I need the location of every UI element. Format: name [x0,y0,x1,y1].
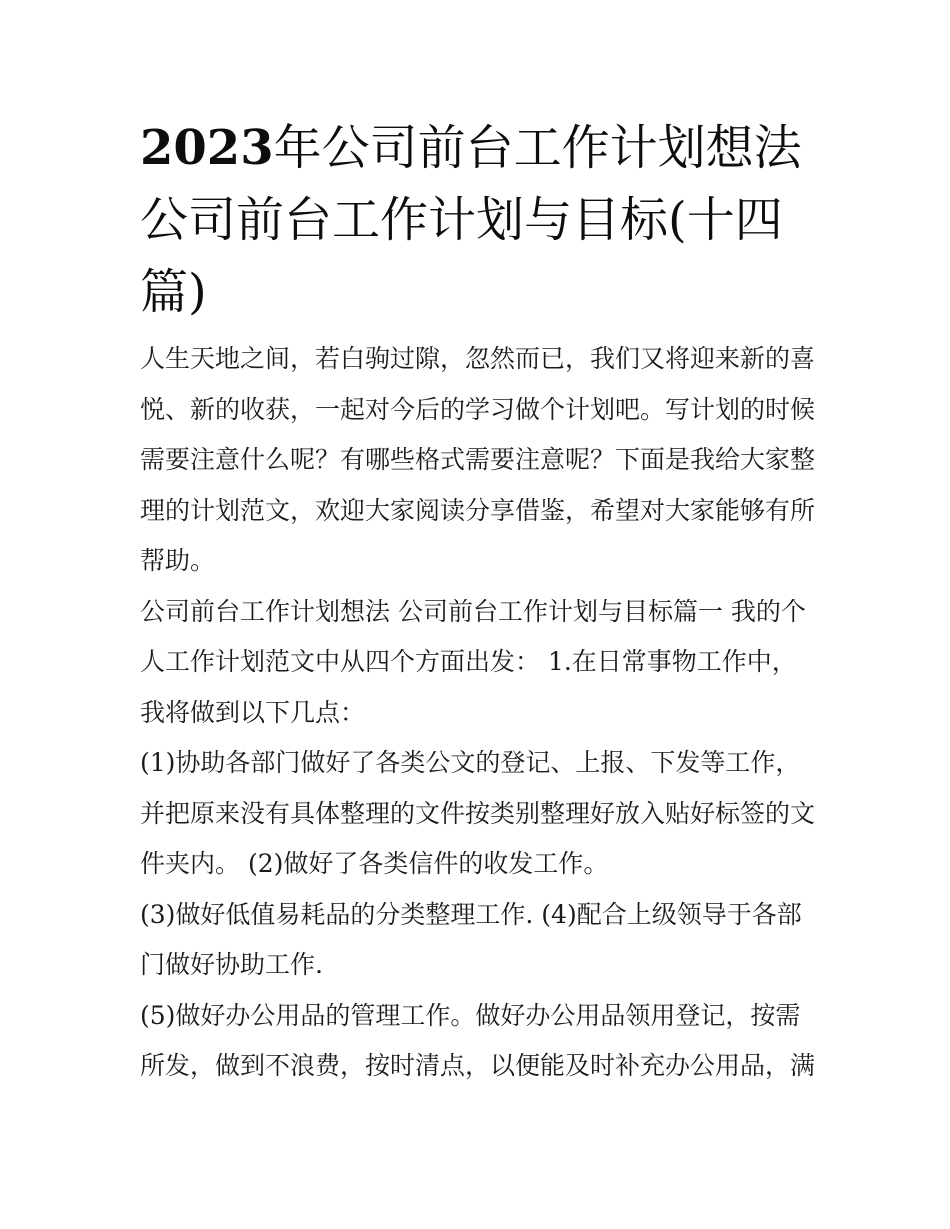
paragraph-intro: 人生天地之间，若白驹过隙，忽然而已，我们又将迎来新的喜悦、新的收获，一起对今后的学习做个计划吧。写计划的时候需要注意什么呢？有哪些格式需要注意呢？下面是我给大家整理的计划范文，欢迎大家阅读分享借鉴，希望对大家能够有所帮助。 [140,344,816,575]
paragraph-section-one: 公司前台工作计划想法 公司前台工作计划与目标篇一 我的个人工作计划范文中从四个方面出发： 1.在日常事物工作中，我将做到以下几点： [140,596,806,727]
document-title [140,112,820,328]
document-page [140,112,820,1092]
paragraph-item-5: (5)做好办公用品的管理工作。做好办公用品领用登记，按需所发，做到不浪费，按时清点，以便能及时补充办公用品，满 [140,1000,816,1080]
paragraph-item-3-4: (3)做好低值易耗品的分类整理工作. (4)配合上级领导于各部门做好协助工作. [140,899,802,979]
paragraph-item-1-2: (1)协助各部门做好了各类公文的登记、上报、下发等工作，并把原来没有具体整理的文件按类别整理好放入贴好标签的文件夹内。 (2)做好了各类信件的收发工作。 [140,748,816,878]
title-text: 年公司前台工作计划想法公司前台工作计划与目标(十四篇) [140,120,802,320]
title-year: 2023 [140,120,274,176]
